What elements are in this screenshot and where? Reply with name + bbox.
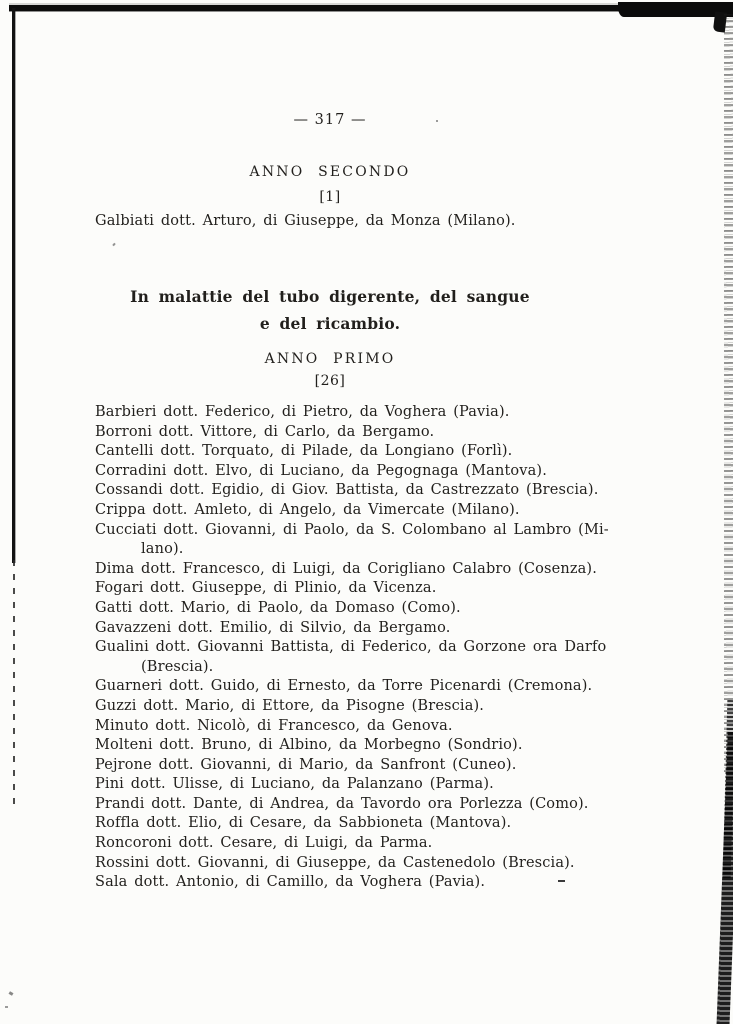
directory-entry (95, 501, 635, 521)
year-heading-anno-secondo: ANNO SECONDO (249, 164, 411, 180)
chapter-title-line-2: e del ricambio. (259, 314, 401, 333)
directory-entry (95, 212, 635, 232)
entry-line: Cantelli dott. Torquato, di Pilade, da Longiano (Forlì). (95, 443, 513, 460)
entry-line: Cossandi dott. Egidio, di Giov. Battista, da Castrezzato (Brescia). (95, 482, 599, 499)
directory-entry (95, 717, 635, 737)
scan-speck (112, 243, 115, 247)
chapter-title (95, 283, 565, 337)
count-bracket-2: [26] (314, 373, 346, 389)
entry-line: Gualini dott. Giovanni Battista, di Federico, da Gorzone ora Darfo (95, 639, 607, 656)
directory-entry (95, 677, 635, 697)
directory-entry (95, 854, 635, 874)
directory-entry (95, 756, 635, 776)
directory-entry (95, 403, 635, 423)
scan-speck (5, 1006, 8, 1008)
directory-entry (95, 638, 635, 677)
directory-entry (95, 873, 635, 893)
directory-entry (95, 442, 635, 462)
entry-line: Dima dott. Francesco, di Luigi, da Corigliano Calabro (Cosenza). (95, 560, 597, 577)
entry-line: Rossini dott. Giovanni, di Giuseppe, da Castenedolo (Brescia). (95, 854, 575, 871)
directory-entry (95, 423, 635, 443)
entry-line: Cucciati dott. Giovanni, di Paolo, da S. Colombano al Lambro (Mi- (95, 521, 609, 538)
chapter-title-line-1: In malattie del tubo digerente, del sangue (130, 287, 530, 306)
entry-line: Prandi dott. Dante, di Andrea, da Tavordo ora Porlezza (Como). (95, 795, 589, 812)
entry-line: Corradini dott. Elvo, di Luciano, da Pegognaga (Mantova). (95, 462, 547, 479)
entry-line: Roncoroni dott. Cesare, di Luigi, da Parma. (95, 835, 433, 852)
directory-entry (95, 697, 635, 717)
directory-entry (95, 619, 635, 639)
year-heading-anno-primo: ANNO PRIMO (264, 351, 396, 367)
entry-line: Molteni dott. Bruno, di Albino, da Morbegno (Sondrio). (95, 737, 523, 754)
directory-entry (95, 814, 635, 834)
scan-speck (9, 991, 14, 996)
entry-line: Gatti dott. Mario, di Paolo, da Domaso (Como). (95, 599, 461, 616)
directory-entry (95, 579, 635, 599)
directory-entry (95, 521, 635, 560)
entry-line: Guzzi dott. Mario, di Ettore, da Pisogne (Brescia). (95, 697, 485, 714)
entry-line: lano). (141, 541, 184, 558)
entry-list-anno-primo (95, 403, 635, 893)
scan-right-edge-speckle (724, 14, 733, 774)
scan-binding-line-faded (13, 560, 15, 805)
directory-entry (95, 736, 635, 756)
entry-line: Guarneri dott. Guido, di Ernesto, da Torre Picenardi (Cremona). (95, 678, 593, 695)
entry-line: Sala dott. Antonio, di Camillo, da Voghera (Pavia). (95, 874, 486, 891)
directory-entry (95, 560, 635, 580)
scan-binding-line (12, 8, 15, 563)
entry-line: Pejrone dott. Giovanni, di Mario, da Sanfront (Cuneo). (95, 756, 517, 773)
directory-entry (95, 795, 635, 815)
entry-line: Gavazzeni dott. Emilio, di Silvio, da Bergamo. (95, 619, 451, 636)
entry-line: Galbiati dott. Arturo, di Giuseppe, da Monza (Milano). (95, 213, 516, 229)
directory-entry (95, 462, 635, 482)
directory-entry (95, 481, 635, 501)
page-number: — 317 — (293, 112, 367, 128)
entry-line: Pini dott. Ulisse, di Luciano, da Palanzano (Parma). (95, 776, 494, 793)
entry-line: Crippa dott. Amleto, di Angelo, da Vimercate (Milano). (95, 501, 520, 518)
entry-line: Barbieri dott. Federico, di Pietro, da Voghera (Pavia). (95, 404, 510, 420)
entry-line: Minuto dott. Nicolò, di Francesco, da Genova. (95, 717, 453, 734)
entry-line: Roffla dott. Elio, di Cesare, da Sabbioneta (Mantova). (95, 815, 512, 832)
directory-entry (95, 775, 635, 795)
directory-entry (95, 834, 635, 854)
entry-line: Fogari dott. Giuseppe, di Plinio, da Vicenza. (95, 580, 437, 597)
entry-list-anno-secondo (95, 212, 635, 232)
entry-line: (Brescia). (141, 658, 214, 675)
entry-line: Borroni dott. Vittore, di Carlo, da Bergamo. (95, 423, 435, 440)
directory-entry (95, 599, 635, 619)
count-bracket-1: [1] (319, 189, 341, 205)
